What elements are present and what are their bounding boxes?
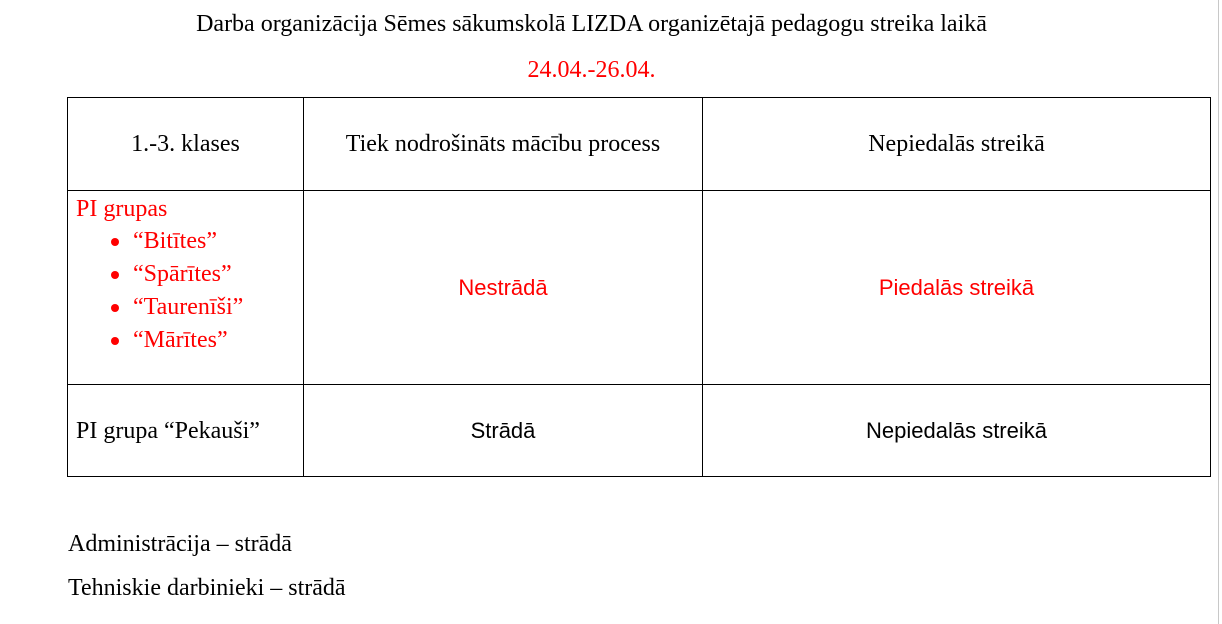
- list-item: [76, 258, 303, 291]
- table-row-pekausi: [68, 385, 1211, 477]
- header-strike-cell: Nepiedalās streikā: [703, 98, 1211, 191]
- pi-groups-list: [76, 225, 303, 357]
- bullet-icon: [111, 238, 119, 246]
- page-edge-divider: [1218, 0, 1219, 624]
- bullet-icon: [111, 304, 119, 312]
- document-title: Darba organizācija Sēmes sākumskolā LIZDA organizētajā pedagogu streika laikā: [196, 11, 987, 37]
- technical-staff-line: Tehniskie darbinieki – strādā: [68, 575, 346, 601]
- pi-groups-heading: PI grupas: [76, 196, 168, 222]
- pekausi-strike-cell: Nepiedalās streikā: [703, 385, 1211, 477]
- pi-groups-cell: [68, 191, 304, 385]
- group-name: “Spārītes”: [133, 261, 232, 287]
- header-process-cell: Tiek nodrošināts mācību process: [304, 98, 703, 191]
- table-header-row: [68, 98, 1211, 191]
- list-item: [76, 225, 303, 258]
- group-name: “Mārītes”: [133, 327, 228, 353]
- group-name: “Taurenīši”: [133, 294, 244, 320]
- group-name: “Bitītes”: [133, 228, 217, 254]
- pekausi-label-cell: PI grupa “Pekauši”: [68, 385, 304, 477]
- pi-groups-strike-cell: Piedalās streikā: [703, 191, 1211, 385]
- bullet-icon: [111, 271, 119, 279]
- document-dates: 24.04.-26.04.: [527, 57, 656, 83]
- list-item: [76, 291, 303, 324]
- pi-groups-status-cell: Nestrādā: [304, 191, 703, 385]
- list-item: [76, 324, 303, 357]
- pekausi-status-cell: Strādā: [304, 385, 703, 477]
- header-classes-cell: 1.-3. klases: [68, 98, 304, 191]
- schedule-table: [67, 97, 1211, 477]
- table-row-pi-groups: [68, 191, 1211, 385]
- bullet-icon: [111, 337, 119, 345]
- administration-line: Administrācija – strādā: [68, 531, 292, 557]
